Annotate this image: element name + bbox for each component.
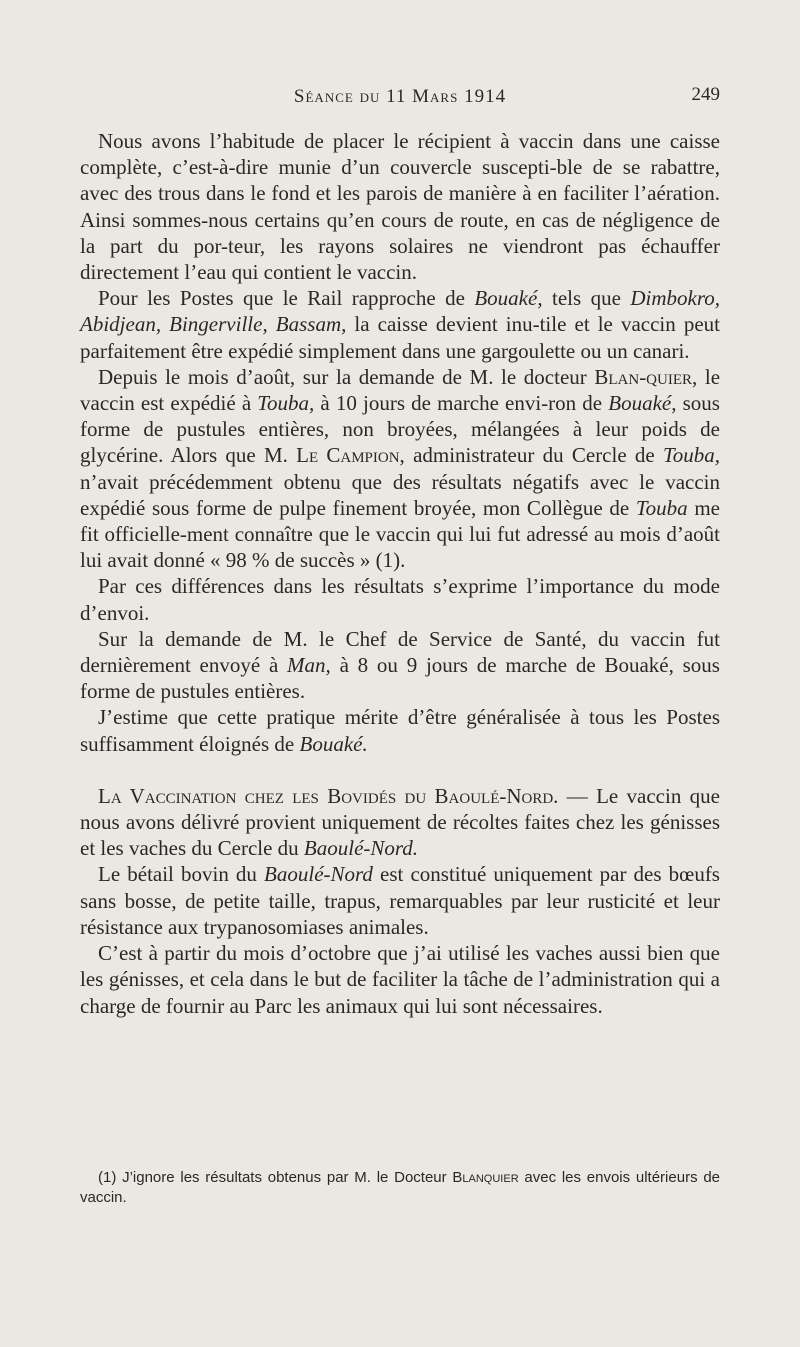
text-run: J’estime que cette pratique mérite d’être généralisée à tous les Postes suffisamment éloignés de [80,705,720,756]
text-run: à 8 ou 9 jours de marche de Bouaké, sous forme de pustules entières. [80,653,720,704]
paragraph-6 [80,704,720,756]
place-name: Man, [287,653,331,678]
text-run: — Le vaccin que nous avons délivré provient uniquement de récoltes faites chez les génisses et les vaches du Cercle du [80,783,720,861]
text-run: avec les envois ultérieurs de vaccin. [80,1169,721,1206]
section-title: La Vaccination chez les Bovidés du Baoulé-Nord. [98,783,559,808]
text-run: le vaccin est expédié à [80,364,721,416]
text-run: est constitué uniquement par des bœufs sans bosse, de petite taille, trapus, remarquables par leur rusticité et leur résistance aux trypanosomiases animales. [80,862,720,939]
place-name: Touba, [662,443,720,468]
paragraph-4: Par ces différences dans les résultats s’exprime l’importance du mode d’envoi. [80,574,720,625]
text-run: la caisse devient inu-tile et le vaccin peut parfaitement être expédié simplement dans une gargoulette ou un canari. [80,312,720,363]
place-name: Touba, [257,391,315,416]
text-run: Pour les Postes que le Rail rapproche de [98,286,475,311]
text-run: administrateur du Cercle de [404,443,663,468]
text-run: Depuis le mois d’août, sur la demande de M. le docteur [98,364,595,389]
place-name: Baoulé-Nord [264,862,373,887]
paragraph-7-section-heading [80,783,720,862]
place-names: Dimbokro, Abidjean, Bingerville, Bassam, [80,286,721,337]
footnote [80,1168,720,1208]
place-name: Bouaké. [299,731,368,756]
place-name: Bouaké, [474,286,543,311]
text-run: à 10 jours de marche envi-ron de [314,391,609,416]
place-name: Touba [635,495,688,520]
paragraph-5 [80,626,720,705]
person-name: Le Campion, [296,443,405,468]
text-run: Sur la demande de M. le Chef de Service de Santé, du vaccin fut dernièrement envoyé à [80,626,720,678]
text-run: sous forme de pustules entières, non broyées, mélangées à leur poids de glycérine. Alors que M. [80,391,720,468]
text-run: me fit officielle-ment connaître que le vaccin qui lui fut adressé au mois d’août lui avait donné « 98 % de succès » (1). [80,495,720,573]
page-number: 249 [691,84,720,105]
paragraph-2 [80,285,720,364]
place-name: Baoulé-Nord. [303,836,419,861]
person-name: Blanquier [452,1169,519,1186]
place-name: Bouaké, [608,391,677,416]
paragraph-3 [80,364,720,574]
paragraph-9: C’est à partir du mois d’octobre que j’ai utilisé les vaches aussi bien que les génisses, et cela dans le but de faciliter la tâche de l’administration qui a charge de fournir au Parc les animaux qui lui sont nécessaires. [80,941,720,1018]
text-run: n’avait précédemment obtenu que des résultats négatifs avec le vaccin expédié sous forme de pulpe finement broyée, mon Collègue de [80,469,720,520]
paragraph-8 [80,861,720,940]
text-run: tels que [542,286,631,311]
text-run: Le bétail bovin du [98,862,265,887]
text-run: (1) J’ignore les résultats obtenus par M. le Docteur [98,1169,453,1186]
page-header [80,86,720,116]
footnote-1 [80,1168,720,1208]
paragraph-1: Nous avons l’habitude de placer le récipient à vaccin dans une caisse complète, c’est-à-dire munie d’un couvercle suscepti-ble de se rabattre, avec des trous dans le fond et les parois de manière à en faciliter l’aération. Ainsi sommes-nous certains qu’en cours de route, en cas de négligence de la part du por-teur, les rayons solaires ne viendront pas échauffer directement l’eau qui contient le vaccin. [80,129,720,285]
person-name: Blan-quier, [594,364,698,389]
body-text [80,128,720,1019]
running-title: Séance du 11 Mars 1914 [293,86,507,107]
